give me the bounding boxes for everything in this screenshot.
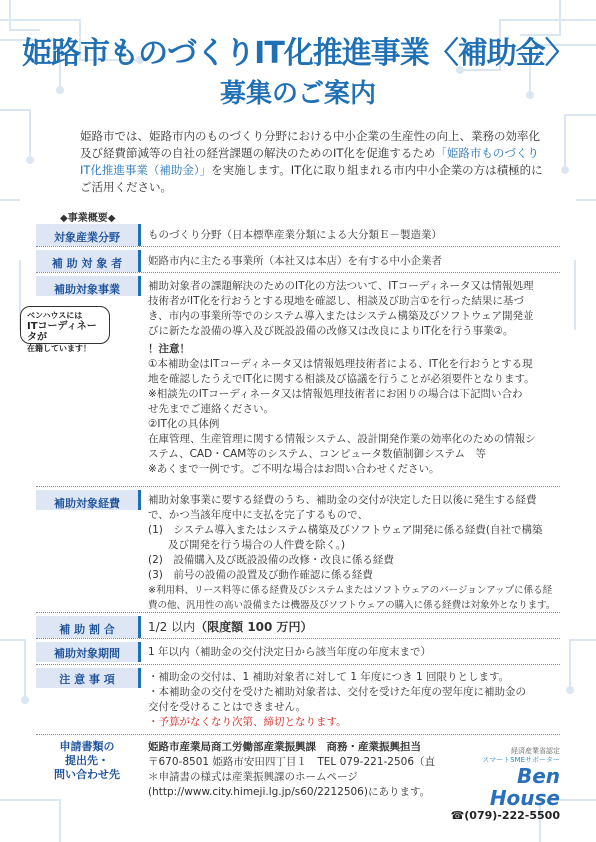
row-label: 補 助 割 合 bbox=[36, 616, 141, 638]
page-title bbox=[0, 36, 596, 112]
row-costs bbox=[36, 490, 560, 611]
benhouse-logo: 経済産業省認定 スマートSMEサポーター Ben House ☎(079)-222-5500 bbox=[442, 747, 560, 822]
row-value: 1 年以内（補助金の交付決定日から該当年度の年度末まで） bbox=[148, 646, 432, 658]
row-label: 補助対象経費 bbox=[36, 490, 141, 510]
row-target bbox=[36, 250, 560, 272]
intro-text-2: を実施します。IT化に取り組まれる市内中小企業の方は積極的にご活用ください。 bbox=[80, 163, 543, 194]
notice-title: ！注意！ bbox=[148, 343, 190, 355]
row-period bbox=[36, 642, 560, 662]
text-line: ②IT化の具体例 bbox=[148, 418, 220, 430]
divider bbox=[36, 664, 560, 665]
contact-url[interactable]: (http://www.city.himeji.lg.jp/s60/2212506)にあります。 bbox=[148, 786, 431, 798]
text-line: (1) システム導入またはシステム構築及びソフトウェア開発に係る経費(自社で構築 bbox=[148, 524, 543, 536]
divider bbox=[36, 612, 560, 613]
text-line: (2) 設備購入及び既設設備の改修・改良に係る経費 bbox=[148, 554, 394, 566]
row-value bbox=[148, 620, 560, 635]
text-line: 地を確認したうえでIT化に関する相談及び協議を行うことが必須要件となります。 bbox=[148, 373, 535, 385]
divider bbox=[36, 246, 560, 247]
row-label: 補助対象期間 bbox=[36, 642, 141, 662]
text-line: (3) 前号の設備の設置及び動作確認に係る経費 bbox=[148, 569, 373, 581]
text-line: 交付を受けることはできません。 bbox=[148, 701, 307, 713]
rate-value: 1/2 以内 bbox=[148, 620, 196, 634]
contact-address: 〒670-8501 姫路市安田四丁目１ TEL 079-221-2506（直 bbox=[148, 756, 436, 768]
row-label: 注 意 事 項 bbox=[36, 668, 141, 688]
text-line: ・補助金の交付は、1 補助対象者に対して 1 年度につき 1 回限りとします。 bbox=[148, 671, 510, 683]
row-value bbox=[148, 740, 448, 800]
text-line: せ先までご連絡ください。 bbox=[148, 403, 274, 415]
phone-number: ☎(079)-222-5500 bbox=[450, 809, 560, 822]
text-line: ※相談先のITコーディネータ又は情報処理技術者にお困りの場合は下記問い合わ bbox=[148, 388, 523, 400]
text-line: ・本補助金の交付を受けた補助対象者は、交付を受けた年度の翌年度に補助金の bbox=[148, 686, 526, 698]
itc-callout: ベンハウスには ITコーディネータが 在籍しています！ bbox=[20, 306, 110, 344]
row-value: ものづくり分野（日本標準産業分類による大分類Ｅ－製造業） bbox=[148, 229, 442, 241]
row-caution bbox=[36, 668, 560, 732]
rate-limit: （限度額 100 万円） bbox=[195, 620, 313, 634]
contact-dept: 姫路市産業局商工労働部産業振興課 商務・産業振興担当 bbox=[148, 741, 421, 753]
row-project bbox=[36, 276, 560, 482]
intro-paragraph bbox=[80, 128, 545, 196]
text-line: 在庫管理、生産管理に関する情報システム、設計開発作業の効率化のための情報シ bbox=[148, 433, 536, 445]
divider bbox=[36, 486, 560, 487]
row-value: 姫路市内に主たる事業所（本社又は本店）を有する中小企業者 bbox=[148, 255, 442, 267]
text-line: ※利用料、リース料等に係る経費及びシステムまたはソフトウェアのバージョンアップに係る経 bbox=[148, 585, 553, 596]
text-line: 及び開発を行う場合の人件費を除く。) bbox=[168, 539, 346, 551]
row-value bbox=[148, 493, 560, 613]
text-line: 補助対象事業に要する経費のうち、補助金の交付が決定した日以後に発生する経費 bbox=[148, 494, 537, 506]
divider bbox=[36, 734, 560, 735]
text-line: き、市内の事業所等でのシステム導入またはシステム構築及びソフトウェア開発並 bbox=[148, 310, 534, 322]
deadline-warning: ・予算がなくなり次第、締切となります。 bbox=[148, 716, 347, 728]
divider bbox=[36, 638, 560, 639]
row-label: 申請書類の 提出先・ 問い合わせ先 bbox=[54, 740, 120, 781]
text-line: ※あくまで一例です。ご不明な場合はお問い合わせください。 bbox=[148, 463, 440, 475]
text-line: 費の他、汎用性の高い設備または機器及びソフトウェアの購入に係る経費は対象外となります。 bbox=[148, 600, 556, 611]
row-label: 対象産業分野 bbox=[36, 224, 141, 246]
text-line: ステム、CAD・CAM等のシステム、コンピュータ数値制御システム 等 bbox=[148, 448, 486, 460]
contact-form-note: ＊申請書の様式は産業振興課のホームページ bbox=[148, 771, 358, 783]
row-value bbox=[148, 670, 560, 730]
row-rate bbox=[36, 616, 560, 638]
title-line-1: 姫路市ものづくりIT化推進事業〈補助金〉 bbox=[22, 36, 574, 71]
row-label: 補助対象事業 bbox=[36, 276, 141, 296]
text-line: 技術者がIT化を行おうとする現地を確認し、相談及び助言①を行った結果に基づ bbox=[148, 295, 524, 307]
text-line: びに新たな設備の導入及び既設設備の改修又は改良によりIT化を行う事業②。 bbox=[148, 325, 514, 337]
divider bbox=[36, 272, 560, 273]
text-line: で、かつ当該年度中に支払を完了するもので、 bbox=[148, 509, 369, 521]
row-value bbox=[148, 279, 560, 477]
text-line: ①本補助金はITコーディネータ又は情報処理技術者による、IT化を行おうとする現 bbox=[148, 358, 533, 370]
title-line-2: 募集のご案内 bbox=[219, 79, 376, 109]
text-line: 補助対象者の課題解決のためのIT化の方法ついて、ITコーディネータ又は情報処理 bbox=[148, 280, 534, 292]
section-header: ◆事業概要◆ bbox=[60, 213, 116, 224]
intro-highlight: 「姫路市ものづくりIT化推進事業（補助金）」 bbox=[80, 146, 539, 177]
intro-text-1: 姫路市では、姫路市内のものづくり分野における中小企業の生産性の向上、業務の効率化及び経費節減等の自社の経営課題の解決のためのIT化を促進するため bbox=[80, 129, 540, 160]
row-industry bbox=[36, 224, 560, 246]
row-label: 補 助 対 象 者 bbox=[36, 250, 141, 272]
